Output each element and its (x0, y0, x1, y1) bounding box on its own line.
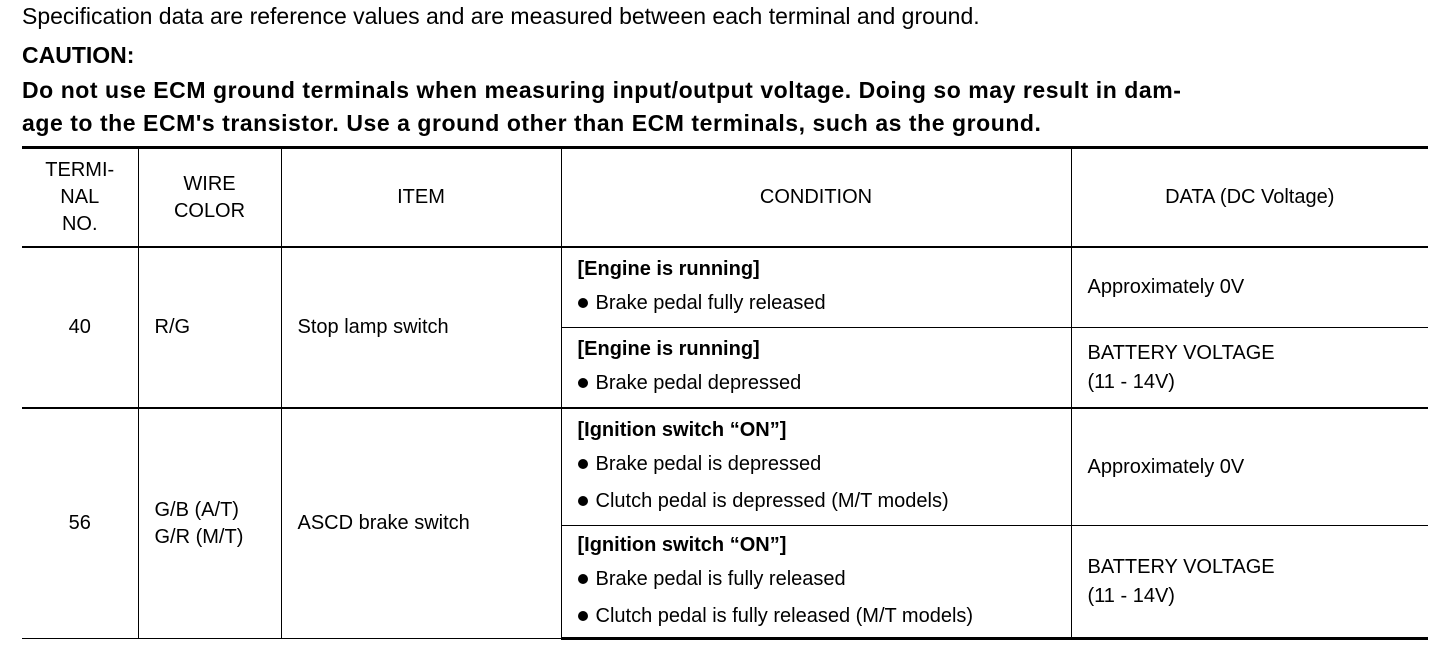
condition-bullet: Brake pedal is fully released (578, 561, 1071, 598)
wire-color: R/G (138, 247, 281, 408)
data-value: BATTERY VOLTAGE (11 - 14V) (1071, 526, 1428, 639)
caution-title: CAUTION: (22, 42, 135, 68)
data-value: Approximately 0V (1071, 408, 1428, 526)
header-item: ITEM (281, 148, 561, 248)
condition-bullet: Clutch pedal is depressed (M/T models) (578, 483, 1071, 520)
bullet-dot-icon (578, 574, 588, 584)
terminal-number: 40 (22, 247, 138, 408)
condition-cell (561, 328, 1071, 409)
condition-header: [Ignition switch “ON”] (577, 533, 787, 556)
condition-cell (561, 408, 1071, 526)
wire-color: G/B (A/T) G/R (M/T) (138, 408, 281, 639)
bullet-dot-icon (578, 496, 588, 506)
condition-header: [Engine is running] (577, 258, 760, 280)
condition-bullet: Brake pedal fully released (578, 285, 1071, 322)
condition-bullet: Brake pedal depressed (578, 365, 1071, 402)
data-value: Approximately 0V (1071, 247, 1428, 328)
condition-bullet: Clutch pedal is fully released (M/T models) (578, 598, 1071, 635)
table-row (22, 247, 1428, 328)
condition-header: [Ignition switch “ON”] (577, 419, 787, 441)
item-name: Stop lamp switch (281, 247, 561, 408)
terminal-number: 56 (22, 408, 138, 639)
table-header-row (22, 148, 1428, 248)
caution-text (22, 74, 1181, 140)
caution-line-1: Do not use ECM ground terminals when measuring input/output voltage. Doing so may result in dam- (22, 77, 1182, 103)
condition-cell (561, 247, 1071, 328)
terminal-spec-table (22, 146, 1428, 640)
caution-line-2: age to the ECM's transistor. Use a ground other than ECM terminals, such as the ground. (22, 110, 1042, 136)
intro-text: Specification data are reference values and are measured between each terminal and ground. (22, 3, 980, 29)
bullet-dot-icon (578, 611, 588, 621)
condition-header: [Engine is running] (577, 338, 760, 360)
header-condition: CONDITION (561, 148, 1071, 248)
table-row (22, 408, 1428, 526)
condition-bullet: Brake pedal is depressed (578, 446, 1071, 483)
item-name: ASCD brake switch (281, 408, 561, 639)
bullet-dot-icon (578, 378, 588, 388)
bullet-dot-icon (578, 459, 588, 469)
bullet-dot-icon (578, 298, 588, 308)
condition-cell (561, 526, 1071, 639)
data-value: BATTERY VOLTAGE (11 - 14V) (1071, 328, 1428, 409)
header-data: DATA (DC Voltage) (1071, 148, 1428, 248)
header-wire-color: WIRE COLOR (138, 148, 281, 248)
header-terminal-no: TERMI- NAL NO. (22, 148, 138, 248)
